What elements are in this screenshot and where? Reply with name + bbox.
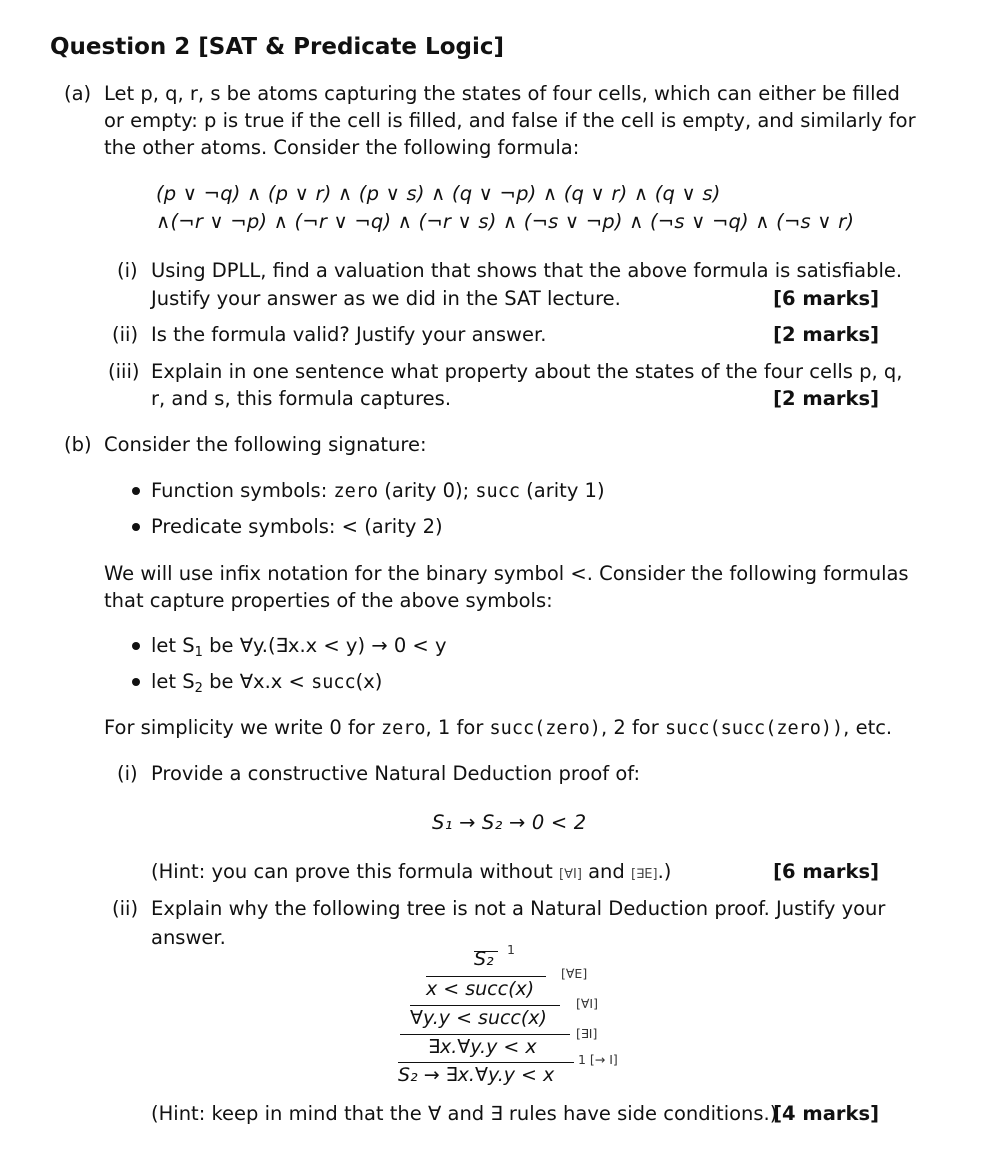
formula-s1: let $S_1$ be ∀y.(∃x.x < y) → 0 < y	[151, 634, 447, 660]
part-a-i-label: (i)	[117, 259, 138, 282]
part-b-ii-marks: [4 marks]	[773, 1102, 879, 1125]
proof-rule-line-2	[410, 1005, 560, 1006]
proof-leaf-overline	[474, 951, 498, 952]
proof-rule-line-3	[400, 1034, 570, 1035]
goal-formula: S₁ → S₂ → 0 < 2	[432, 811, 587, 834]
part-b-para-line-1: We will use infix notation for the binary symbol <. Consider the following formulas	[104, 562, 909, 585]
part-b-i-hint: (Hint: you can prove this formula without [∀I] and [∃E].)	[151, 860, 672, 883]
proof-rule-3: [∃I]	[576, 1026, 598, 1041]
signature-predicate-symbols: Predicate symbols: < (arity 2)	[151, 515, 443, 538]
part-b-ii-line-1: Explain why the following tree is not a Natural Deduction proof. Justify your	[151, 897, 886, 920]
proof-rule-line-1	[426, 976, 546, 977]
part-a-iii-line-1: Explain in one sentence what property about the states of the four cells p, q,	[151, 360, 903, 383]
bullet-dot	[132, 678, 140, 686]
part-b-ii-hint: (Hint: keep in mind that the ∀ and ∃ rules have side conditions.)	[151, 1102, 778, 1125]
part-a-i-marks: [6 marks]	[773, 287, 879, 310]
part-a-ii-label: (ii)	[112, 323, 139, 346]
part-a-i-line-1: Using DPLL, find a valuation that shows that the above formula is satisfiable.	[151, 259, 903, 282]
formula-line-2: ∧(¬r ∨ ¬p) ∧ (¬r ∨ ¬q) ∧ (¬r ∨ s) ∧ (¬s ∨ ¬p) ∧ (¬s ∨ ¬q) ∧ (¬s ∨ r)	[156, 210, 855, 233]
part-b-ii-label: (ii)	[112, 897, 139, 920]
part-a-intro-line-2: or empty: p is true if the cell is filled, and false if the cell is empty, and similarly for	[104, 109, 916, 132]
part-a-i-line-2: Justify your answer as we did in the SAT lecture.	[151, 287, 621, 310]
part-b-ii-line-2: answer.	[151, 926, 226, 949]
part-a-ii-marks: [2 marks]	[773, 323, 879, 346]
bullet-dot	[132, 487, 140, 495]
proof-step-3: ∃x.∀y.y < x	[428, 1036, 537, 1058]
proof-tree	[390, 940, 650, 1090]
part-a-label: (a)	[64, 82, 92, 105]
part-b-label: (b)	[64, 433, 92, 456]
proof-leaf: S₂	[474, 948, 494, 970]
part-a-ii-line-1: Is the formula valid? Justify your answer.	[151, 323, 547, 346]
part-b-para-line-2: that capture properties of the above symbols:	[104, 589, 553, 612]
part-b-i-label: (i)	[117, 762, 138, 785]
part-a-intro-line-1: Let p, q, r, s be atoms capturing the states of four cells, which can either be filled	[104, 82, 900, 105]
proof-rule-1: [∀E]	[561, 966, 588, 981]
part-b-i-marks: [6 marks]	[773, 860, 879, 883]
part-a-intro-line-3: the other atoms. Consider the following formula:	[104, 136, 580, 159]
simplicity-note: For simplicity we write 0 for zero, 1 for succ(zero), 2 for succ(succ(zero)), etc.	[104, 716, 893, 739]
proof-step-1: x < succ(x)	[426, 978, 535, 1000]
proof-rule-2: [∀I]	[576, 996, 598, 1011]
part-a-iii-line-2: r, and s, this formula captures.	[151, 387, 452, 410]
question-heading: Question 2 [SAT & Predicate Logic]	[50, 34, 504, 60]
proof-step-2: ∀y.y < succ(x)	[410, 1007, 547, 1029]
part-a-iii-marks: [2 marks]	[773, 387, 879, 410]
part-a-iii-label: (iii)	[108, 360, 140, 383]
proof-rule-line-4	[398, 1062, 574, 1063]
proof-rule-4: 1 [→ I]	[578, 1052, 618, 1067]
formula-s2: let $S_2$ be ∀x.x < succ(x)	[151, 670, 383, 696]
proof-step-4: S₂ → ∃x.∀y.y < x	[398, 1064, 555, 1086]
signature-function-symbols: Function symbols: zero (arity 0); succ (arity 1)	[151, 479, 605, 502]
bullet-dot	[132, 523, 140, 531]
part-b-intro: Consider the following signature:	[104, 433, 427, 456]
proof-leaf-discharge-mark: 1	[507, 942, 515, 957]
bullet-dot	[132, 642, 140, 650]
part-b-i-line-1: Provide a constructive Natural Deduction proof of:	[151, 762, 641, 785]
formula-line-1: (p ∨ ¬q) ∧ (p ∨ r) ∧ (p ∨ s) ∧ (q ∨ ¬p) ∧ (q ∨ r) ∧ (q ∨ s)	[156, 182, 721, 205]
